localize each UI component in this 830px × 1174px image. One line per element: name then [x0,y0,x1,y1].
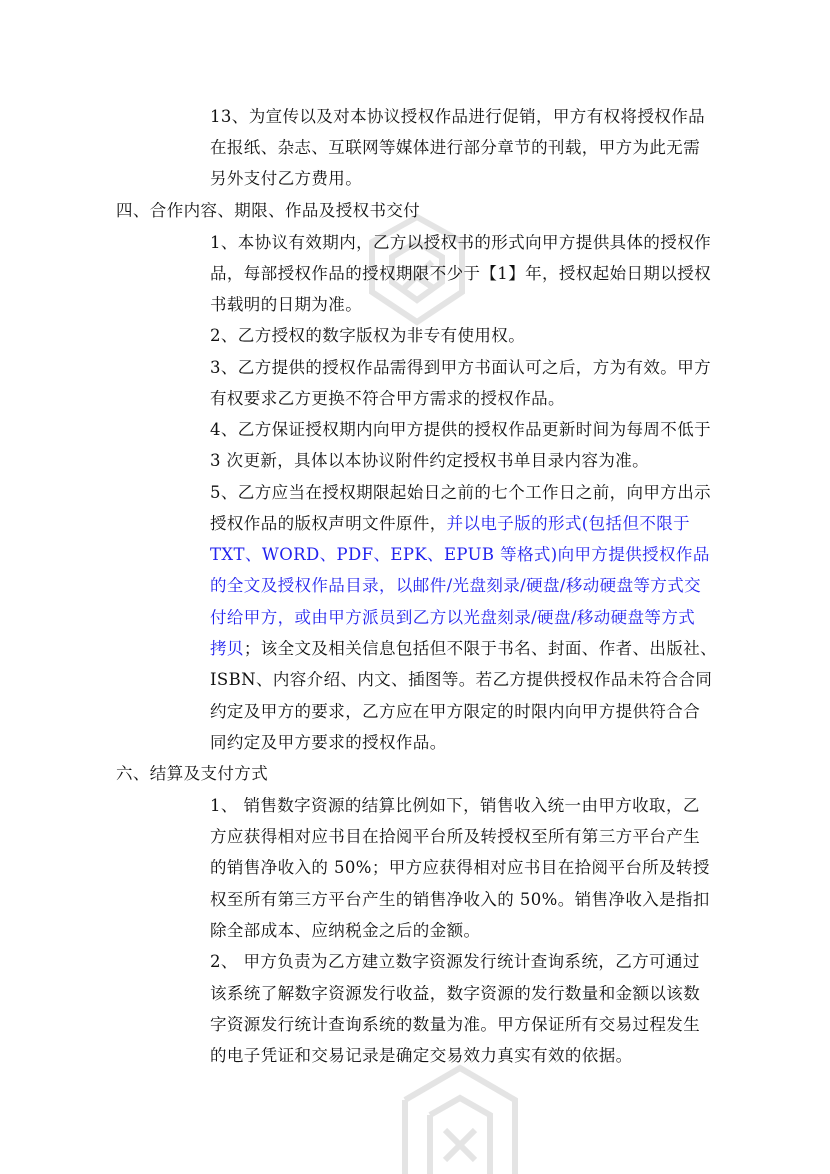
clause-6-1-line-5: 除全部成本、应纳税金之后的金额。 [210,921,481,940]
clause-13-line-1: 13、为宣传以及对本协议授权作品进行促销，甲方有权将授权作品 [210,107,705,126]
clause-6-1-line-3: 的销售净收入的 50%；甲方应获得相对应书目在拾阅平台所及转授 [210,858,710,877]
seal-watermark-icon [395,1060,525,1174]
clause-4-5-line-6 [210,637,717,661]
clause-4-5-line-1: 5、乙方应当在授权期限起始日之前的七个工作日之前，向甲方出示 [210,483,711,502]
clause-4-5-line-5: 付给甲方，或由甲方派员到乙方以光盘刻录/硬盘/移动硬盘等方式 [210,608,696,627]
clause-4-5-line-3: TXT、WORD、PDF、EPK、EPUB 等格式)向甲方提供授权作品 [210,545,710,564]
section-6-heading: 六、结算及支付方式 [116,764,269,783]
clause-13-line-2: 在报纸、杂志、互联网等媒体进行部分章节的刊载，甲方为此无需 [210,138,701,157]
clause-4-1-line-1: 1、本协议有效期内，乙方以授权书的形式向甲方提供具体的授权作 [210,233,711,252]
clause-4-5-line-9: 同约定及甲方要求的授权作品。 [210,733,447,752]
clause-6-2-line-1: 2、 甲方负责为乙方建立数字资源发行统计查询系统，乙方可通过 [210,952,700,971]
clause-6-1-line-1: 1、 销售数字资源的结算比例如下，销售收入统一由甲方收取，乙 [210,796,700,815]
clause-4-5-line-8: 约定及甲方的要求，乙方应在甲方限定的时限内向甲方提供符合合 [210,702,701,721]
clause-4-3-line-1: 3、乙方提供的授权作品需得到甲方书面认可之后，方为有效。甲方 [210,358,711,377]
clause-4-5-line-6-highlight: 拷贝 [210,639,244,658]
clause-6-2-line-4: 的电子凭证和交易记录是确定交易效力真实有效的依据。 [210,1046,633,1065]
clause-4-2-line-1: 2、乙方授权的数字版权为非专有使用权。 [210,326,526,345]
clause-4-5-line-2-highlight: 并以电子版的形式(包括但不限于 [446,514,691,533]
clause-4-5-line-2 [210,512,690,536]
clause-4-4-line-2: 3 次更新，具体以本协议附件约定授权书单目录内容为准。 [210,451,650,470]
clause-4-1-line-3: 书载明的日期为准。 [210,295,363,314]
clause-6-2-line-3: 字资源发行统计查询系统的数量为准。甲方保证所有交易过程发生 [210,1015,701,1034]
clause-6-1-line-4: 权至所有第三方平台产生的销售净收入的 50%。销售净收入是指扣 [210,890,710,909]
clause-13-line-3: 另外支付乙方费用。 [210,169,363,188]
clause-4-5-line-4: 的全文及授权作品目录，以邮件/光盘刻录/硬盘/移动硬盘等方式交 [210,576,702,595]
clause-4-3-line-2: 有权要求乙方更换不符合甲方需求的授权作品。 [210,389,565,408]
section-4-heading: 四、合作内容、期限、作品及授权书交付 [116,201,421,220]
clause-4-5-line-2-text: 授权作品的版权声明文件原件， [210,514,447,533]
clause-4-1-line-2: 品，每部授权作品的授权期限不少于【1】年，授权起始日期以授权 [210,264,711,283]
clause-4-5-line-7: ISBN、内容介绍、内文、插图等。若乙方提供授权作品未符合合同 [210,670,713,689]
clause-4-4-line-1: 4、乙方保证授权期内向甲方提供的授权作品更新时间为每周不低于 [210,420,711,439]
clause-4-5-line-6-text: ；该全文及相关信息包括但不限于书名、封面、作者、出版社、 [243,639,718,658]
clause-6-2-line-2: 该系统了解数字资源发行收益，数字资源的发行数量和金额以该数 [210,984,701,1003]
clause-6-1-line-2: 方应获得相对应书目在拾阅平台所及转授权至所有第三方平台产生 [210,827,701,846]
